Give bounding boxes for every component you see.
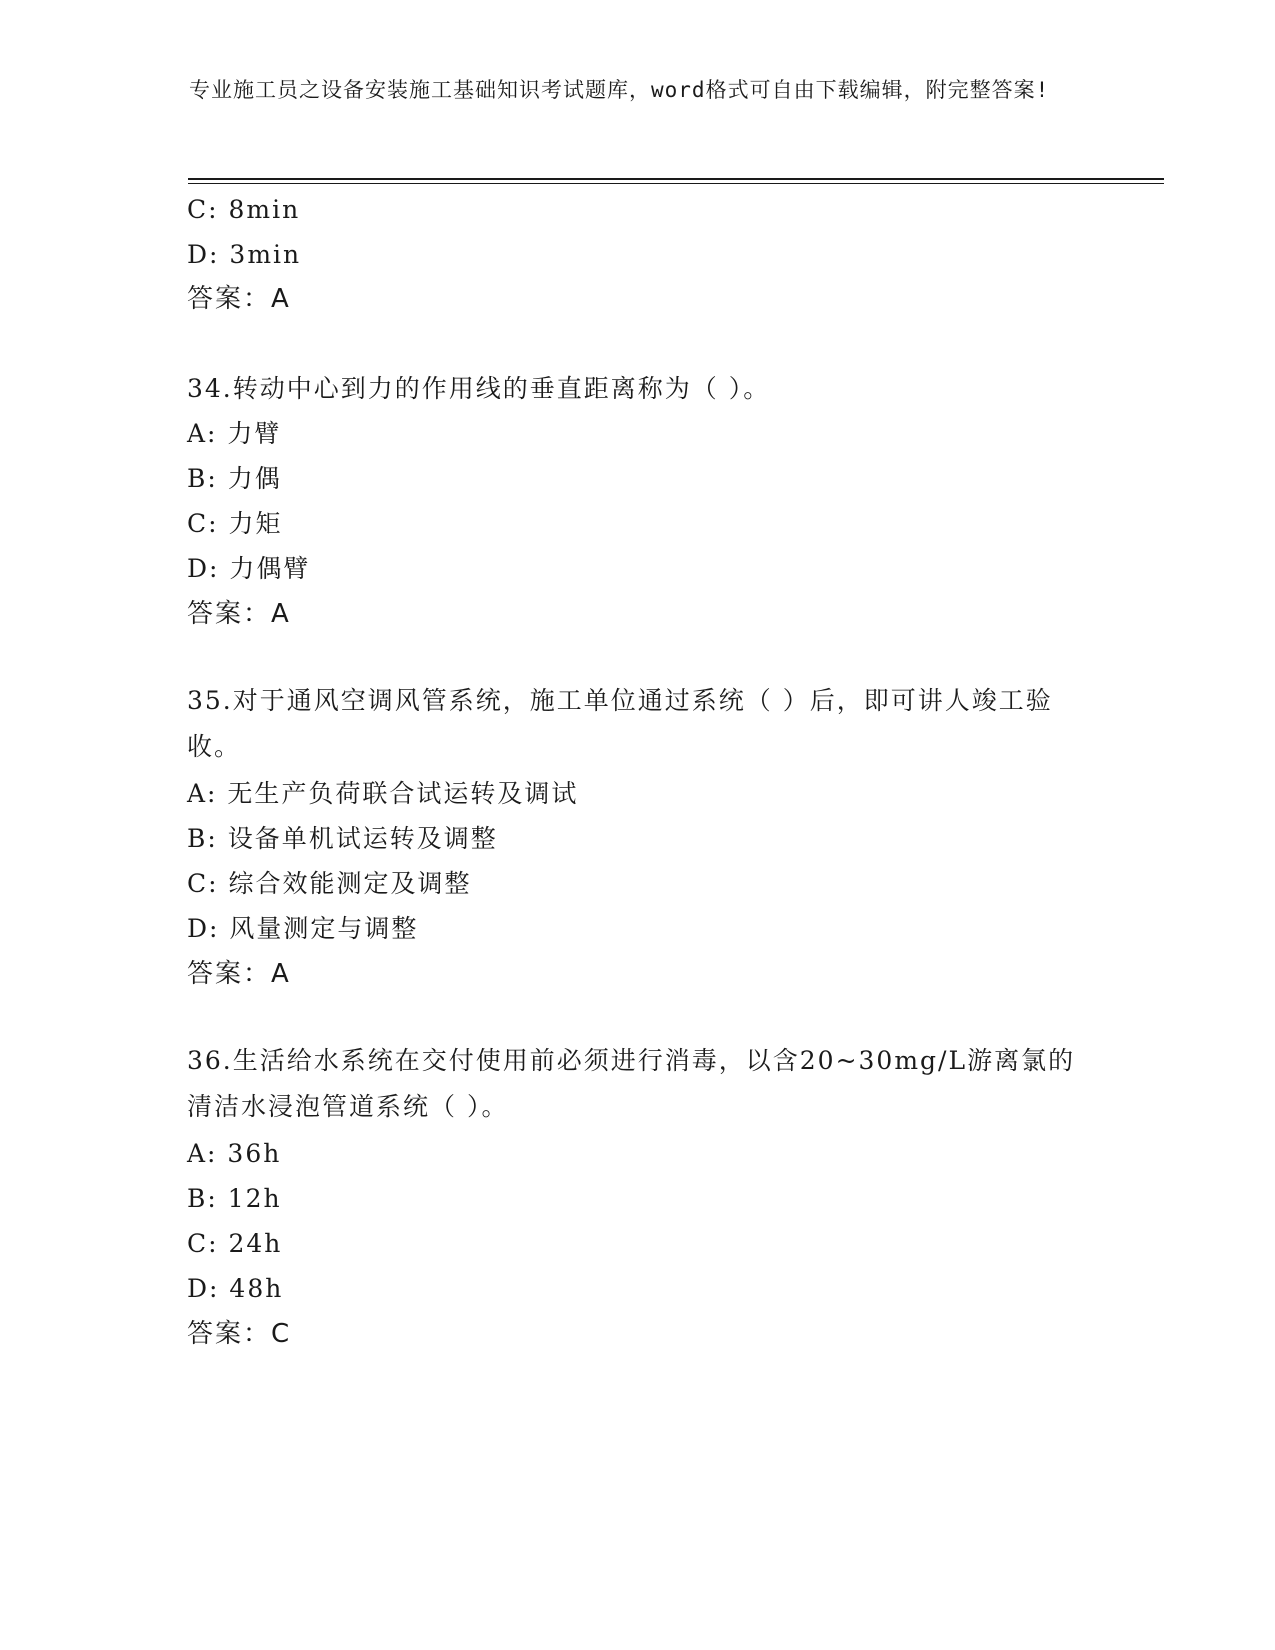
q34-option-b: B: 力偶 <box>187 464 282 493</box>
q33-answer: 答案：A <box>187 284 291 314</box>
q35-option-d: D: 风量测定与调整 <box>187 914 419 943</box>
q35-option-a: A: 无生产负荷联合试运转及调试 <box>187 779 579 808</box>
q34-answer: 答案：A <box>187 599 291 629</box>
q36-option-a: A: 36h <box>187 1139 282 1168</box>
header-divider-thick <box>188 178 1164 180</box>
q34-stem: 34.转动中心到力的作用线的垂直距离称为（ ）。 <box>187 374 771 403</box>
q34-option-c: C: 力矩 <box>187 509 283 538</box>
q36-stem: 36.生活给水系统在交付使用前必须进行消毒，以含20~30mg/L游离氯的清洁水浸泡管道系统（ ）。 <box>187 1046 1076 1121</box>
document-header-title: 专业施工员之设备安装施工基础知识考试题库，word格式可自由下载编辑，附完整答案! <box>189 78 1050 102</box>
q35-option-b: B: 设备单机试运转及调整 <box>187 824 498 853</box>
q36-option-d: D: 48h <box>187 1274 284 1303</box>
q35-answer: 答案：A <box>187 959 291 989</box>
header-divider-thin <box>188 183 1164 184</box>
q35-option-c: C: 综合效能测定及调整 <box>187 869 472 898</box>
q36-option-c: C: 24h <box>187 1229 283 1258</box>
q35-stem: 35.对于通风空调风管系统，施工单位通过系统（ ）后，即可讲人竣工验收。 <box>187 686 1053 761</box>
q33-option-c: C: 8min <box>187 195 301 224</box>
q36-option-b: B: 12h <box>187 1184 282 1213</box>
q34-option-a: A: 力臂 <box>187 419 282 448</box>
q33-option-d: D: 3min <box>187 240 302 269</box>
q36-answer: 答案：C <box>187 1319 292 1349</box>
q34-option-d: D: 力偶臂 <box>187 554 311 583</box>
